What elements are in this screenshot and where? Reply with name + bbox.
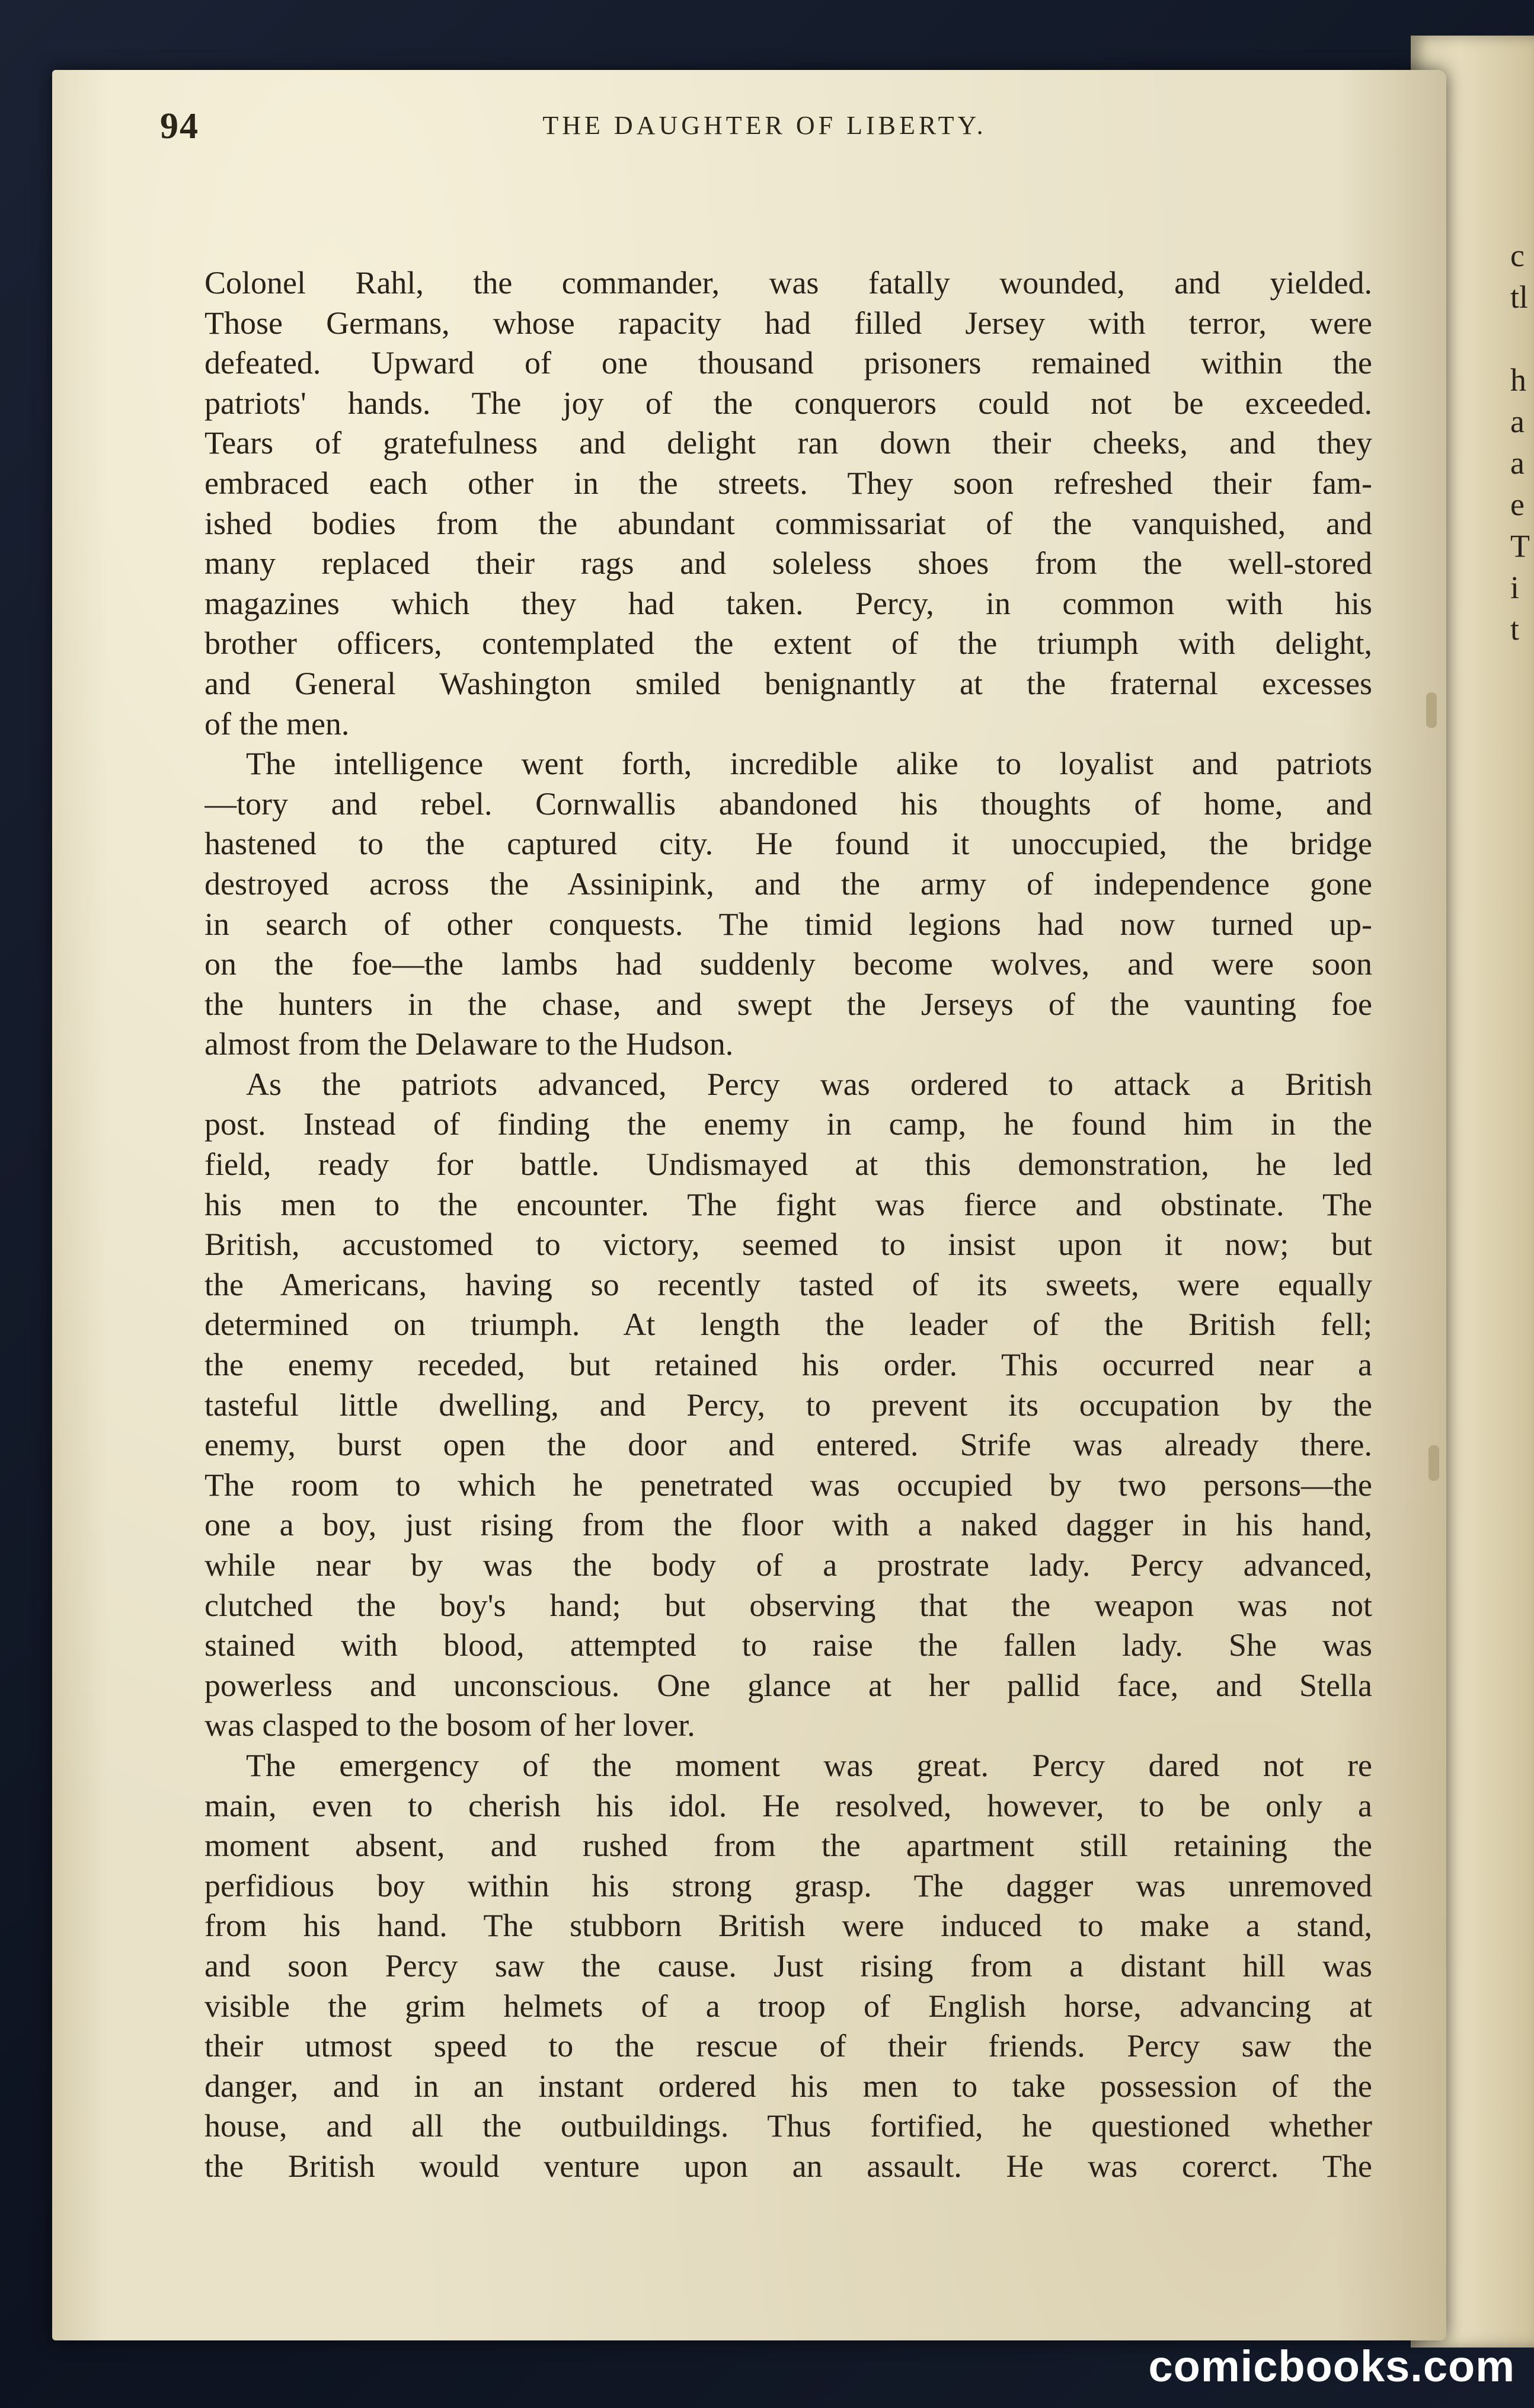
adjacent-page-letter: c — [1510, 238, 1525, 273]
adjacent-page-letter: h — [1510, 362, 1526, 398]
page-tear-mark — [1426, 692, 1437, 728]
text-line: moment absent, and rushed from the apartment still retaining the — [204, 1828, 1372, 1864]
text-line: main, even to cherish his idol. He resolved, however, to be only a — [204, 1787, 1372, 1823]
text-line: As the patriots advanced, Percy was ordered to attack a British — [246, 1066, 1372, 1102]
adjacent-page-letter: tl — [1510, 279, 1529, 315]
text-line: in search of other conquests. The timid legions had now turned up- — [204, 906, 1372, 942]
adjacent-page-letter: a — [1510, 404, 1525, 439]
text-line: was clasped to the bosom of her lover. — [204, 1707, 695, 1743]
text-line: British, accustomed to victory, seemed to insist upon it now; but — [204, 1227, 1372, 1263]
text-line: brother officers, contemplated the extent of the triumph with delight, — [204, 625, 1372, 662]
body-text — [204, 263, 1372, 2187]
text-line: hastened to the captured city. He found it unoccupied, the bridge — [204, 826, 1372, 862]
text-line: his men to the encounter. The fight was fierce and obstinate. The — [204, 1186, 1372, 1222]
text-line: defeated. Upward of one thousand prisoners remained within the — [204, 345, 1372, 381]
text-line: house, and all the outbuildings. Thus fortified, he questioned whether — [204, 2108, 1372, 2144]
text-line: The emergency of the moment was great. Percy dared not re — [246, 1747, 1372, 1783]
text-line: from his hand. The stubborn British were induced to make a stand, — [204, 1908, 1372, 1944]
page-header — [160, 106, 1369, 171]
text-line: tasteful little dwelling, and Percy, to prevent its occupation by the — [204, 1387, 1372, 1423]
text-line: clutched the boy's hand; but observing that the weapon was not — [204, 1587, 1372, 1623]
text-line: Tears of gratefulness and delight ran down their cheeks, and they — [204, 425, 1372, 461]
text-line: patriots' hands. The joy of the conquerors could not be exceeded. — [204, 385, 1372, 421]
text-line: the enemy receded, but retained his order. This occurred near a — [204, 1347, 1372, 1383]
text-line: perfidious boy within his strong grasp. The dagger was unremoved — [204, 1867, 1372, 1904]
adjacent-page-letter: e — [1510, 487, 1525, 522]
adjacent-page-letter: t — [1510, 611, 1520, 647]
page-number: 94 — [160, 106, 199, 146]
text-line: the hunters in the chase, and swept the Jerseys of the vaunting foe — [204, 986, 1372, 1022]
text-line: powerless and unconscious. One glance at her pallid face, and Stella — [204, 1667, 1372, 1703]
text-line: almost from the Delaware to the Hudson. — [204, 1026, 734, 1062]
text-line: one a boy, just rising from the floor with a naked dagger in his hand, — [204, 1507, 1372, 1543]
text-line: field, ready for battle. Undismayed at this demonstration, he led — [204, 1146, 1372, 1183]
text-line: while near by was the body of a prostrate lady. Percy advanced, — [204, 1547, 1372, 1583]
adjacent-page-letter: T — [1510, 528, 1530, 564]
text-line: embraced each other in the streets. They soon refreshed their fam- — [204, 465, 1372, 501]
text-line: post. Instead of finding the enemy in camp, he found him in the — [204, 1106, 1372, 1142]
text-line: and soon Percy saw the cause. Just rising from a distant hill was — [204, 1947, 1372, 1984]
page-tear-mark — [1428, 1445, 1439, 1481]
text-line: Those Germans, whose rapacity had filled Jersey with terror, were — [204, 305, 1372, 341]
text-line: destroyed across the Assinipink, and the army of independence gone — [204, 866, 1372, 902]
adjacent-page-letter: i — [1510, 570, 1520, 605]
text-line: of the men. — [204, 705, 350, 742]
adjacent-page-letter: a — [1510, 445, 1525, 481]
text-line: stained with blood, attempted to raise the fallen lady. She was — [204, 1627, 1372, 1663]
text-line: visible the grim helmets of a troop of English horse, advancing at — [204, 1988, 1372, 2024]
text-line: determined on triumph. At length the leader of the British fell; — [204, 1307, 1372, 1343]
text-line: their utmost speed to the rescue of their friends. Percy saw the — [204, 2028, 1372, 2064]
text-line: The room to which he penetrated was occupied by two persons—the — [204, 1467, 1372, 1503]
text-line: Colonel Rahl, the commander, was fatally wounded, and yielded. — [204, 265, 1372, 301]
text-line: the Americans, having so recently tasted of its sweets, were equally — [204, 1266, 1372, 1302]
text-line: The intelligence went forth, incredible alike to loyalist and patriots — [246, 746, 1372, 782]
text-line: many replaced their rags and soleless shoes from the well-stored — [204, 545, 1372, 582]
text-line: —tory and rebel. Cornwallis abandoned his thoughts of home, and — [204, 785, 1372, 822]
running-head: THE DAUGHTER OF LIBERTY. — [542, 111, 987, 140]
text-line: on the foe—the lambs had suddenly become wolves, and were soon — [204, 946, 1372, 982]
text-line: and General Washington smiled benignantly at the fraternal excesses — [204, 665, 1372, 701]
text-line: danger, and in an instant ordered his men to take possession of the — [204, 2068, 1372, 2104]
text-line: magazines which they had taken. Percy, in common with his — [204, 585, 1372, 621]
text-line: the British would venture upon an assault. He was corerct. The — [204, 2148, 1372, 2184]
text-line: enemy, burst open the door and entered. Strife was already there. — [204, 1427, 1372, 1463]
text-line: ished bodies from the abundant commissariat of the vanquished, and — [204, 505, 1372, 541]
watermark: comicbooks.com — [1148, 2342, 1515, 2391]
